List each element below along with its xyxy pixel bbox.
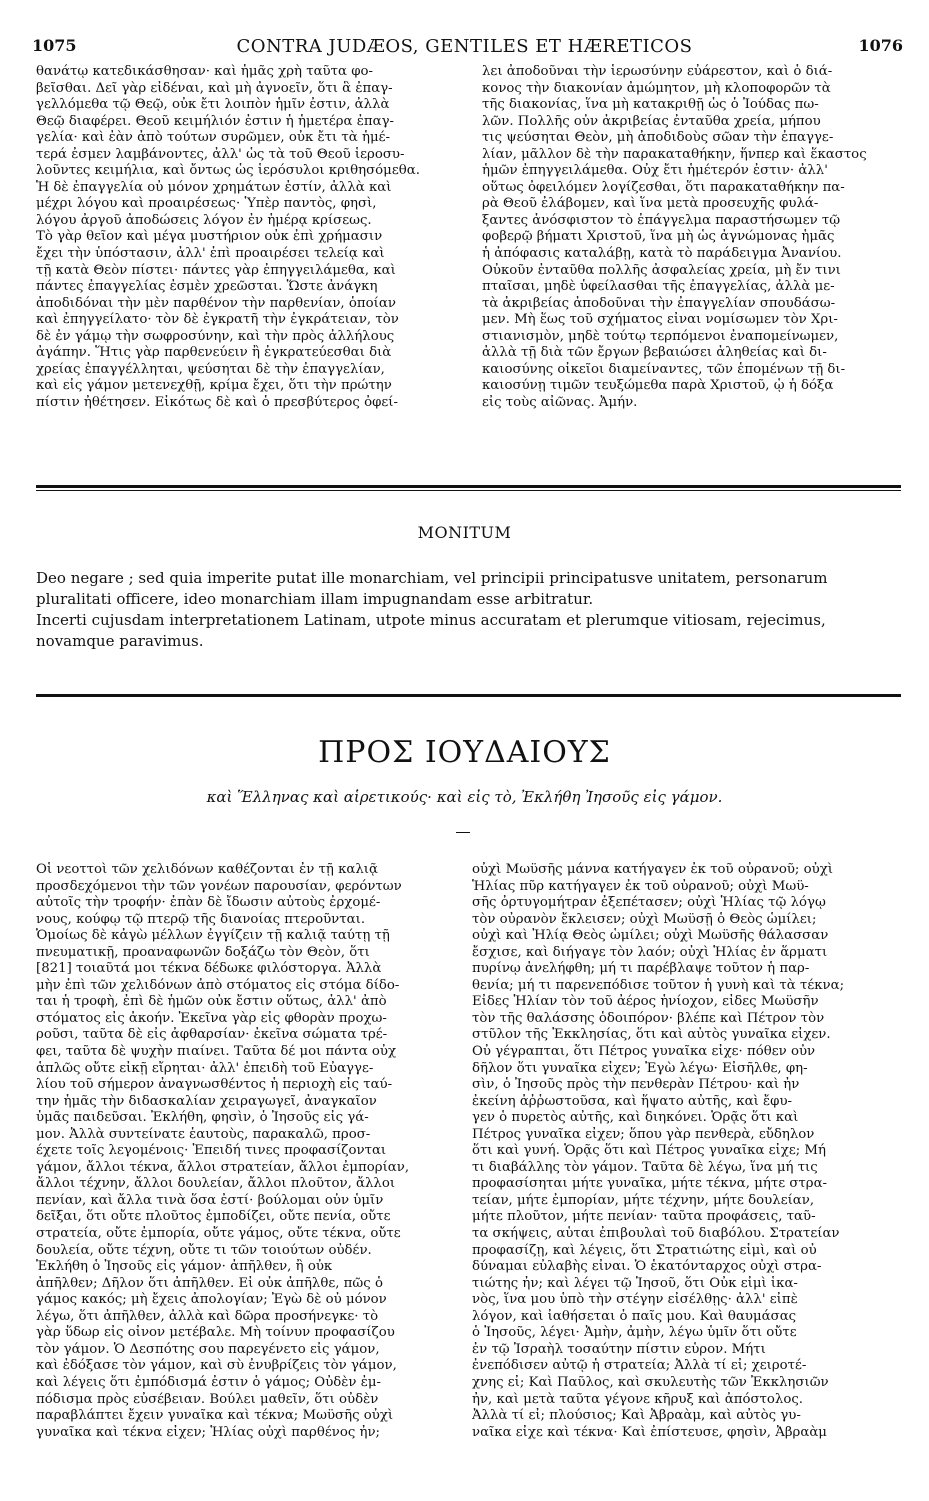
- text-line: ἔσχισε, καὶ διήγαγε τὸν λαόν; οὐχὶ Ἡλίας ἐν ἅρματι: [472, 944, 828, 960]
- text-line: στρατεία, οὔτε ἐμπορία, οὔτε γάμος, οὔτε τέκνα, οὔτε: [36, 1226, 401, 1242]
- text-line: τείαν, μήτε ἐμπορίαν, μήτε τέχνην, μήτε δουλείαν,: [472, 1192, 815, 1208]
- text-line: Πέτρος γυναῖκα εἶχεν; ὅπου γὰρ πενθερὰ, εὔδηλον: [472, 1126, 815, 1142]
- text-line: ἐν τῷ Ἰσραὴλ τοσαύτην πίστιν εὗρον. Μήτι: [472, 1341, 766, 1357]
- text-line: γάμος κακός; μὴ ἔχεις ἀπολογίαν; Ἐγὼ δὲ οὐ μόνον: [36, 1292, 387, 1308]
- text-line: πίστιν ἠθέτησεν. Εἰκότως δὲ καὶ ὁ πρεσβύτερος ὀφεί-: [36, 394, 398, 410]
- text-line: ται ἡ τροφὴ, ἐπὶ δὲ ἡμῶν οὐκ ἔστιν οὕτως, ἀλλ' ἀπὸ: [36, 994, 387, 1010]
- text-line: ἁπλῶς οὔτε εἰκῇ εἴρηται· ἀλλ' ἐπειδὴ τοῦ Εὐαγγε-: [36, 1060, 374, 1076]
- text-line: πταῖσαι, μηδὲ ὑφείλασθαι τῆς ἐπαγγελίας, ἀλλὰ με-: [482, 279, 835, 295]
- text-line: Ἀλλὰ τί εἶ; πλούσιος; Καὶ Ἀβραὰμ, καὶ αὐτὸς γυ-: [472, 1408, 801, 1424]
- text-line: ἀλλὰ τῇ διὰ τῶν ἔργων βεβαιώσει ἀληθείας καὶ δι-: [482, 345, 827, 361]
- text-line: ὅτι καὶ γυνή. Ὁρᾷς ὅτι καὶ Πέτρος γυναῖκα εἶχε; Μή: [472, 1143, 826, 1159]
- text-line: τῇ κατὰ Θεὸν πίστει· πάντες γὰρ ἐπηγγειλάμεθα, καὶ: [36, 262, 396, 278]
- text-line: λόγον, καὶ ἰαθήσεται ὁ παῖς μου. Καὶ θαυμάσας: [472, 1308, 797, 1324]
- text-line: Ὁμοίως δὲ κἀγὼ μέλλων ἐγγίζειν τῇ καλιᾷ ταύτῃ τῇ: [36, 928, 390, 944]
- text-line: πάντες ἐπαγγελίας ἐσμὲν χρεῶσται. Ὥστε ἀνάγκη: [36, 279, 378, 295]
- running-header: [0, 36, 929, 58]
- running-title: CONTRA JUDÆOS, GENTILES ET HÆRETICOS: [236, 36, 693, 57]
- text-line: εἰς τοὺς αἰῶνας. Ἀμήν.: [482, 394, 638, 410]
- text-line: οὕτως ὀφειλόμεν λογίζεσθαι, ὅτι παρακαταθήκην πα-: [482, 179, 845, 195]
- text-line: πυρίνῳ ἀνελήφθη; μή τι παρέβλαψε τοῦτον ἡ παρ-: [472, 961, 810, 977]
- text-line: τιώτης ἦν; καὶ λέγει τῷ Ἰησοῦ, ὅτι Οὐκ εἰμὶ ἱκα-: [472, 1275, 798, 1291]
- text-line: Εἶδες Ἡλίαν τὸν τοῦ ἀέρος ἡνίοχον, εἶδες Μωϋσῆν: [472, 994, 819, 1010]
- text-line: θενία; μή τι παρενεπόδισε τοῦτον ἡ γυνὴ καὶ τὰ τέκνα;: [472, 977, 845, 993]
- text-line: προφασίζῃ, καὶ λέγεις, ὅτι Στρατιώτης εἰμὶ, καὶ οὐ: [472, 1242, 817, 1258]
- text-line: καιοσύνῃ τιμῶν τευξώμεθα παρὰ Χριστοῦ, ᾧ ἡ δόξα: [482, 378, 834, 394]
- text-line: γεν ὁ πυρετὸς αὐτῆς, καὶ διηκόνει. Ὁρᾷς ὅτι καὶ: [472, 1110, 799, 1126]
- text-line: καιοσύνης οἰκεῖοι διαμείναντες, τῶν ἑπομένων τῇ δι-: [482, 361, 846, 377]
- text-line: ξαντες ἀνόσφιστον τὸ ἐπάγγελμα παραστήσωμεν τῷ: [482, 212, 841, 228]
- text-line: λίαν, μᾶλλον δὲ τὴν παρακαταθήκην, ἥνπερ καὶ ἕκαστος: [482, 146, 867, 162]
- text-line: μον. Ἀλλὰ συντείνατε ἑαυτοὺς, παρακαλῶ, προσ-: [36, 1126, 371, 1142]
- section-rule-top: [36, 485, 901, 488]
- text-line: Οὐ γέγραπται, ὅτι Πέτρος γυναῖκα εἶχε· πόθεν οὖν: [472, 1044, 816, 1060]
- text-line: Θεῷ διαφέρει. Θεοῦ κειμήλιόν ἐστιν ἡ ἡμετέρα ἐπαγ-: [36, 113, 395, 129]
- bottom-left-column: [36, 862, 454, 1501]
- text-line: [821] τοιαῦτά μοι τέκνα δέδωκε φιλόστοργα. Ἀλλὰ: [36, 961, 382, 977]
- text-line: Ἡλίας πῦρ κατήγαγεν ἐκ τοῦ οὐρανοῦ; οὐχὶ Μωϋ-: [472, 878, 809, 894]
- section-rule-top-thin: [36, 490, 901, 491]
- text-line: καὶ λέγεις ὅτι ἐμπόδισμά ἐστιν ὁ γάμος; Οὐδὲν ἐμ-: [36, 1374, 381, 1390]
- title-dash: [456, 832, 470, 833]
- monitum-paragraph-1: Deo negare ; sed quia imperite putat ille monarchiam, vel principii principatusve unitatem, personarum pluralitati officere, ideo monarchiam illam impugnandam esse arbitratur.: [36, 569, 828, 608]
- text-line: τις ψεύσηται Θεὸν, μὴ ἀποδιδοὺς σῶαν τὴν ἐπαγγε-: [482, 130, 834, 146]
- text-line: τὸν οὐρανὸν ἔκλεισεν; οὐχὶ Μωϋσῇ ὁ Θεὸς ὡμίλει;: [472, 911, 817, 927]
- text-line: αὐτοῖς τὴν τροφήν· ἐπὰν δὲ ἴδωσιν αὐτοὺς ἐρχομέ-: [36, 895, 381, 911]
- text-line: ἡ ἀπόφασις καταλάβῃ, κατὰ τὸ παράδειγμα Ἀνανίου.: [482, 246, 842, 262]
- text-line: τα σκήψεις, αὗται ἐπιβουλαὶ τοῦ διαβόλου. Στρατείαν: [472, 1226, 840, 1242]
- text-line: έχετε τοῖς λεγομένοις· Ἐπειδή τινες προφασίζονται: [36, 1143, 387, 1159]
- text-line: ἔχει τὴν ὑπόστασιν, ἀλλ' ἐπὶ προαιρέσει τελείᾳ καὶ: [36, 246, 385, 262]
- text-line: ναῖκα εἶχε καὶ τέκνα· Καὶ ἐπίστευσε, φησὶν, Ἀβραὰμ: [472, 1424, 827, 1440]
- text-line: Τὸ γὰρ θεῖον καὶ μέγα μυστήριον οὐκ ἐπὶ χρήμασιν: [36, 229, 383, 245]
- text-line: καὶ εἰς γάμον μετενεχθῇ, κρίμα ἔχει, ὅτι τὴν πρώτην: [36, 378, 392, 394]
- text-line: λῶν. Πολλῆς οὖν ἀκριβείας ἐνταῦθα χρεία, μήπου: [482, 113, 821, 129]
- text-line: τὰ ἀκριβείας ἀποδοῦναι τὴν ἐπαγγελίαν σπουδάσω-: [482, 295, 836, 311]
- page-number-right: 1076: [858, 36, 903, 55]
- text-line: δουλεία, οὔτε τέχνη, οὔτε τι τῶν τοιούτων οὐδέν.: [36, 1242, 372, 1258]
- text-line: λόγου ἀργοῦ ἀποδώσεις λόγον ἐν ἡμέρᾳ κρίσεως.: [36, 212, 372, 228]
- text-line: τερά ἐσμεν λαμβάνοντες, ἀλλ' ὡς τὰ τοῦ Θεοῦ ἱεροσυ-: [36, 146, 405, 162]
- text-line: ὑμᾶς παιδεῦσαι. Ἐκλήθη, φησὶν, ὁ Ἰησοῦς εἰς γά-: [36, 1110, 369, 1126]
- text-line: δὲ ἐν γάμῳ τὴν σωφροσύνην, καὶ τὴν πρὸς ἀλλήλους: [36, 328, 395, 344]
- text-line: βεῖσθαι. Δεῖ γὰρ εἰδέναι, καὶ μὴ ἀγνοεῖν, ὅτι ἃ ἐπαγ-: [36, 80, 393, 96]
- text-line: μέχρι λόγου καὶ προαιρέσεως· Ὑπὲρ παντὸς, φησὶ,: [36, 196, 377, 212]
- text-line: ἡμῶν ἐπηγγειλάμεθα. Οὐχ ἔτι ἡμέτερόν ἐστιν· ἀλλ': [482, 163, 828, 179]
- text-line: ρὰ Θεοῦ ἐλάβομεν, καὶ ἵνα μετὰ προσευχῆς φυλά-: [482, 196, 819, 212]
- text-line: σῆς ὀρτυγομήτραν ἐξεπέτασεν; οὐχὶ Ἡλίας τῷ λόγῳ: [472, 895, 826, 911]
- text-line: φοβερῷ βήματι Χριστοῦ, ἵνα μὴ ὡς ἀγνώμονας ἡμᾶς: [482, 229, 835, 245]
- text-line: τι διαβάλλης τὸν γάμον. Ταῦτα δὲ λέγω, ἵνα μή τις: [472, 1159, 818, 1175]
- text-line: γελία· καὶ ἐὰν ἀπὸ τούτων συρῶμεν, οὐκ ἔτι τὰ ἡμέ-: [36, 130, 390, 146]
- text-line: χνης εἶ; Καὶ Παῦλος, καὶ σκυλευτὴς τῶν Ἐκκλησιῶν: [472, 1374, 829, 1390]
- top-right-column: [482, 64, 892, 419]
- text-line: τῆς διακονίας, ἵνα μὴ κατακριθῇ ὡς ὁ Ἰούδας πω-: [482, 97, 819, 113]
- text-line: ἐκείνη ἀῤῥωστοῦσα, καὶ ἥψατο αὐτῆς, καὶ ἔφυ-: [472, 1093, 793, 1109]
- page-number-left: 1075: [32, 36, 77, 55]
- bottom-right-column: [472, 862, 892, 1501]
- text-line: τὸν τῆς θαλάσσης ὁδοιπόρον· βλέπε καὶ Πέτρον τὸν: [472, 1010, 825, 1026]
- text-line: στόματος εἰς ἀκοήν. Ἐκεῖνα γὰρ εἰς φθορὰν προχω-: [36, 1010, 387, 1026]
- text-line: μήτε πλοῦτον, μήτε πενίαν· ταῦτα προφάσεις, ταῦ-: [472, 1209, 816, 1225]
- text-line: λίου τοῦ σήμερον ἀναγνωσθέντος ἡ περιοχὴ εἰς ταύ-: [36, 1077, 393, 1093]
- text-line: δύναμαι εὐλαβὴς εἶναι. Ὁ ἑκατόνταρχος οὐχὶ στρα-: [472, 1259, 822, 1275]
- text-line: γελλόμεθα τῷ Θεῷ, οὐκ ἔτι λοιπὸν ἡμῖν ἐστιν, ἀλλὰ: [36, 97, 390, 113]
- text-line: ἀποδιδόναι τὴν μὲν παρθένον τὴν παρθενίαν, ὁποίαν: [36, 295, 396, 311]
- text-line: λει ἀποδοῦναι τὴν ἱερωσύνην εὐάρεστον, καὶ ὁ διά-: [482, 64, 833, 79]
- text-line: λοῦντες κειμήλια, καὶ ὄντως ὡς ἱερόσυλοι κριθησόμεθα.: [36, 163, 420, 179]
- text-line: οὐχὶ καὶ Ἠλίᾳ Θεὸς ὡμίλει; οὐχὶ Μωϋσῆς θάλασσαν: [472, 928, 829, 944]
- text-line: λέγω, ὅτι ἀπῆλθεν, ἀλλὰ καὶ δῶρα προσήνεγκε· τὸ: [36, 1308, 379, 1324]
- text-line: πενίαν, καὶ ἄλλα τινὰ ὅσα ἐστί· βούλομαι οὖν ὑμῖν: [36, 1192, 384, 1208]
- text-line: προφασίσηται μήτε γυναῖκα, μήτε τέκνα, μήτε στρα-: [472, 1176, 828, 1192]
- text-line: σὶν, ὁ Ἰησοῦς πρὸς τὴν πενθερὰν Πέτρου· καὶ ἦν: [472, 1077, 800, 1093]
- text-line: Οἱ νεοττοὶ τῶν χελιδόνων καθέζονται ἐν τῇ καλιᾷ: [36, 862, 378, 877]
- text-line: ἀγάπην. Ἥτις γὰρ παρθενεύειν ἢ ἐγκρατεύεσθαι διὰ: [36, 345, 392, 361]
- text-line: δῆλον ὅτι γυναῖκα εἶχεν; Ἐγὼ λέγω· Εἰσῆλθε, φη-: [472, 1060, 808, 1076]
- text-line: ροῦσι, ταῦτα δὲ εἰς ἀφθαρσίαν· ἐκεῖνα σώματα τρέ-: [36, 1027, 388, 1043]
- section-subtitle: καὶ Ἕλληνας καὶ αἱρετικούς· καὶ εἰς τὸ, Ἐκλήθη Ἰησοῦς εἰς γάμον.: [206, 788, 723, 806]
- text-line: προσδεχόμενοι τὴν τῶν γονέων παρουσίαν, φερόντων: [36, 878, 402, 894]
- text-line: νὸς, ἵνα μου ὑπὸ τὴν στέγην εἰσέλθῃς· ἀλλ' εἰπὲ: [472, 1292, 798, 1308]
- text-line: πνευματικῇ, προαναφωνῶν δοξάζω τὸν Θεὸν, ὅτι: [36, 944, 370, 960]
- monitum-text: [36, 568, 891, 652]
- text-line: θανάτῳ κατεδικάσθησαν· καὶ ἡμᾶς χρὴ ταῦτα φο-: [36, 64, 374, 79]
- text-line: ἐνεπόδισεν αὐτῷ ἡ στρατεία; Ἀλλὰ τί εἶ; χειροτέ-: [472, 1358, 807, 1374]
- text-line: την ἡμᾶς τὴν διδασκαλίαν χειραγωγεῖ, ἀναγκαῖον: [36, 1093, 377, 1109]
- top-left-column: [36, 64, 454, 419]
- text-line: καὶ ἐπηγγείλατο· τὸν δὲ ἐγκρατῆ τὴν ἐγκράτειαν, τὸν: [36, 312, 399, 328]
- text-line: μὴν ἐπὶ τῶν χελιδόνων ἀπὸ στόματος εἰς στόμα δίδο-: [36, 977, 400, 993]
- text-line: ἀπῆλθεν; Δῆλον ὅτι ἀπῆλθεν. Εἰ οὐκ ἀπῆλθε, πῶς ὁ: [36, 1275, 383, 1291]
- text-line: γὰρ ὕδωρ εἰς οἶνον μετέβαλε. Μὴ τοίνυν προφασίζου: [36, 1325, 395, 1341]
- text-line: καὶ ἐδόξασε τὸν γάμον, καὶ σὺ ἐνυβρίζεις τὸν γάμον,: [36, 1358, 397, 1374]
- text-line: χρείας ἐπαγγέλληται, ψεύσηται δὲ τὴν ἐπαγγελίαν,: [36, 361, 385, 377]
- text-line: ἦν, καὶ μετὰ ταῦτα γέγονε κῆρυξ καὶ ἀπόστολος.: [472, 1391, 804, 1407]
- text-line: ὁ Ἰησοῦς, λέγει· Ἀμὴν, ἀμὴν, λέγω ὑμῖν ὅτι οὔτε: [472, 1325, 797, 1341]
- text-line: κονος τὴν διακονίαν ἀμώμητον, μὴ κλοποφορῶν τὰ: [482, 80, 831, 96]
- section-rule-bottom: [36, 694, 901, 697]
- text-line: μεν. Μὴ ἕως τοῦ σχήματος εἶναι νομίσωμεν τὸν Χρι-: [482, 312, 838, 328]
- text-line: φει, ταῦτα δὲ ψυχὴν πιαίνει. Ταῦτα δέ μοι πάντα οὐχ: [36, 1044, 397, 1060]
- text-line: γυναῖκα καὶ τέκνα εἶχεν; Ἡλίας οὐχὶ παρθένος ἦν;: [36, 1424, 381, 1440]
- text-line: ἄλλοι τέχνην, ἄλλοι δουλείαν, ἄλλοι πλοῦτον, ἄλλοι: [36, 1176, 396, 1192]
- section-title: ΠΡΟΣ ΙΟΥΔΑΙΟΥΣ: [318, 735, 611, 770]
- text-line: οὐχὶ Μωϋσῆς μάννα κατήγαγεν ἐκ τοῦ οὐρανοῦ; οὐχὶ: [472, 862, 833, 877]
- text-line: παραβλάπτει ἔχειν γυναῖκα καὶ τέκνα; Μωϋσῆς οὐχὶ: [36, 1408, 394, 1424]
- text-line: στῦλον τῆς Ἐκκλησίας, ὅτι καὶ αὐτὸς γυναῖκα εἶχεν.: [472, 1027, 831, 1043]
- text-line: γάμον, ἄλλοι τέκνα, ἄλλοι στρατείαν, ἄλλοι ἐμπορίαν,: [36, 1159, 410, 1175]
- text-line: Οὐκοῦν ἐνταῦθα πολλῆς ἀσφαλείας χρεία, μὴ ἔν τινι: [482, 262, 841, 278]
- monitum-title: MONITUM: [417, 523, 512, 542]
- text-line: στιανισμὸν, μηδὲ τούτῳ τερπόμενοι ἐναπομείνωμεν,: [482, 328, 839, 344]
- text-line: τὸν γάμον. Ὁ Δεσπότης σου παρεγένετο εἰς γάμον,: [36, 1341, 380, 1357]
- text-line: Ἐκλήθη ὁ Ἰησοῦς εἰς γάμον· ἀπῆλθεν, ἢ οὐκ: [36, 1259, 333, 1275]
- text-line: δεῖξαι, ὅτι οὔτε πλοῦτος ἐμποδίζει, οὔτε πενία, οὔτε: [36, 1209, 391, 1225]
- monitum-paragraph-2: Incerti cujusdam interpretationem Latinam, utpote minus accuratam et plerumque vitiosam, rejecimus, novamque paravimus.: [36, 611, 826, 650]
- text-line: νους, κούφῳ τῷ πτερῷ τῆς διανοίας πτεροῦνται.: [36, 911, 366, 927]
- text-line: Ἡ δὲ ἐπαγγελία οὐ μόνον χρημάτων ἐστίν, ἀλλὰ καὶ: [36, 179, 392, 195]
- text-line: πόδισμα πρὸς εὐσέβειαν. Βούλει μαθεῖν, ὅτι οὐδὲν: [36, 1391, 379, 1407]
